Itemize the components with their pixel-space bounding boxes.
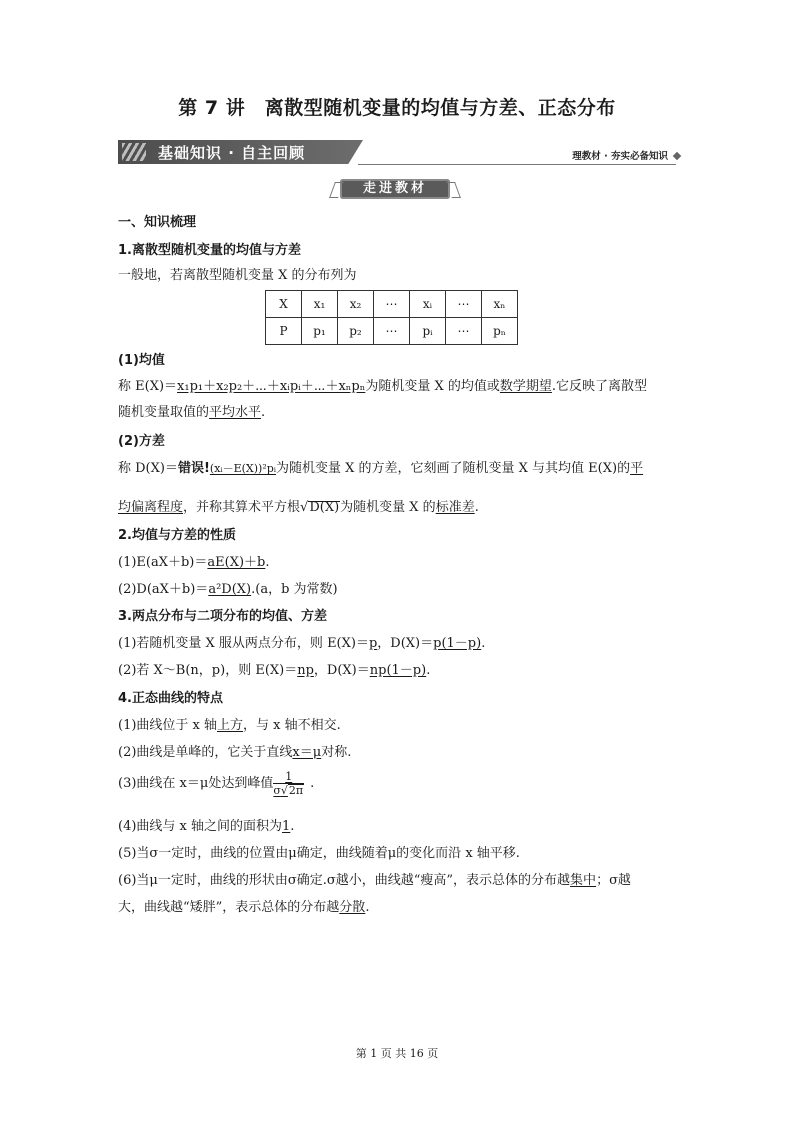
sec4-item-6 [118, 869, 631, 888]
sec3-p1-pre: (1)若随机变量 X 服从两点分布，则 E(X)＝ [118, 636, 369, 651]
page-title: 第 7 讲 离散型随机变量的均值与方差、正态分布 [178, 97, 616, 119]
var-line2-post: . [474, 500, 479, 515]
sec2-heading: 2.均值与方差的性质 [118, 528, 236, 543]
sec4-p1-answer: 上方 [217, 718, 244, 733]
sec2-p2-post: .(a，b 为常数) [251, 582, 338, 597]
sec4-item-1 [118, 714, 341, 733]
sec3-item-2 [118, 659, 430, 678]
sec4-p6-post: . [365, 900, 370, 915]
sec4-p4-post: . [290, 819, 295, 834]
sec4-p6-line2-pre: 大，曲线越“矮胖”，表示总体的分布越 [118, 900, 340, 915]
var-sqrt: D(X) [309, 500, 340, 515]
table-cell: p₁ [302, 318, 338, 345]
sec4-p3-post: . [310, 776, 315, 791]
mean-heading: (1)均值 [118, 353, 165, 368]
sec4-p4-pre: (4)曲线与 x 轴之间的面积为 [118, 819, 283, 834]
table-row [266, 291, 518, 318]
sec4-p6-answer-2: 分散 [339, 900, 366, 915]
var-term-a: 平 [630, 461, 644, 476]
sqrt-icon: √ [280, 784, 288, 797]
sec2-property-1 [118, 551, 270, 570]
sec4-heading: 4.正态曲线的特点 [118, 691, 223, 706]
fraction-denominator [273, 784, 304, 797]
fraction-numerator: 1 [273, 770, 304, 784]
table-cell: x₁ [302, 291, 338, 318]
table-cell: ⋯ [374, 291, 410, 318]
var-line2-mid2: 为随机变量 X 的 [340, 500, 436, 515]
banner-subtitle: 理教材 · 夯实必备知识 [572, 151, 668, 162]
mean-definition [118, 375, 647, 394]
distribution-table [265, 290, 518, 345]
mean-line2-pre: 随机变量取值的 [118, 405, 210, 420]
sec4-item-3 [118, 770, 314, 797]
sec4-p4-answer: 1 [282, 819, 291, 834]
sqrt-icon: √ [300, 500, 309, 515]
var-term-b: 均偏离程度 [118, 500, 184, 515]
mean-pre: 称 E(X)＝ [118, 379, 178, 394]
sec4-item-4 [118, 815, 294, 834]
table-cell: p₂ [338, 318, 374, 345]
var-formula: (xᵢ－E(X))²pᵢ [209, 462, 277, 475]
mean-term: 数学期望 [499, 379, 552, 394]
sec2-p2-answer: a²D(X) [208, 582, 252, 597]
banner-stripes-decoration [122, 143, 146, 161]
table-cell: ⋯ [374, 318, 410, 345]
mean-post: .它反映了离散型 [551, 379, 648, 394]
sec3-p2-d: np(1－p) [369, 663, 427, 678]
var-std: 标准差 [435, 500, 475, 515]
diamond-icon [673, 152, 681, 160]
table-cell: ⋯ [446, 318, 482, 345]
sec4-p1-pre: (1)曲线位于 x 轴 [118, 718, 218, 733]
sec4-p1-post: ，与 x 轴不相交. [243, 718, 341, 733]
variance-heading: (2)方差 [118, 434, 165, 449]
sec4-p2-answer: x＝μ [292, 745, 322, 760]
sec3-heading: 3.两点分布与二项分布的均值、方差 [118, 609, 327, 624]
sec4-p6-pre: (6)当μ一定时，曲线的形状由σ确定.σ越小，曲线越“瘦高”，表示总体的分布越 [118, 873, 571, 888]
sec3-p2-mid: ，D(X)＝ [313, 663, 370, 678]
var-mid: 为随机变量 X 的方差，它刻画了随机变量 X 与其均值 E(X)的 [276, 461, 631, 476]
sec3-p1-mid: ，D(X)＝ [377, 636, 434, 651]
table-cell: P [266, 318, 302, 345]
sec4-item-2 [118, 741, 351, 760]
sec3-p1-post: . [481, 636, 486, 651]
sec4-p2-post: 对称. [321, 745, 352, 760]
mean-line2-post: . [261, 405, 266, 420]
table-cell: xₙ [482, 291, 518, 318]
sec3-p2-e: np [297, 663, 314, 678]
section-tag: 走进教材 [340, 179, 450, 199]
sec4-p2-pre: (2)曲线是单峰的，它关于直线 [118, 745, 293, 760]
sec1-heading: 1.离散型随机变量的均值与方差 [118, 243, 301, 258]
sec3-p2-post: . [426, 663, 431, 678]
sec2-p1-answer: aE(X)＋b [207, 555, 266, 570]
var-line2-mid: ，并称其算术平方根 [183, 500, 301, 515]
variance-definition [118, 457, 643, 476]
sec3-item-1 [118, 632, 485, 651]
sec3-p2-pre: (2)若 X～B(n，p)，则 E(X)＝ [118, 663, 298, 678]
mean-definition-line2 [118, 401, 265, 420]
section-banner [118, 140, 680, 166]
sqrt-2pi: 2π [288, 784, 304, 797]
sec3-p1-d: p(1－p) [433, 636, 482, 651]
mean-level: 平均水平 [209, 405, 262, 420]
table-cell: xᵢ [410, 291, 446, 318]
table-cell: X [266, 291, 302, 318]
var-pre: 称 D(X)＝ [118, 461, 178, 476]
table-cell: pₙ [482, 318, 518, 345]
heading-knowledge: 一、知识梳理 [118, 215, 197, 230]
sec2-property-2 [118, 578, 338, 597]
sec2-p2-pre: (2)D(aX＋b)＝ [118, 582, 209, 597]
mean-mid: 为随机变量 X 的均值或 [365, 379, 500, 394]
var-error: 错误! [177, 461, 210, 476]
page-footer: 第 1 页 共 16 页 [355, 1047, 439, 1060]
sec4-p3-pre: (3)曲线在 x＝μ处达到峰值 [118, 776, 274, 791]
sec2-p1-post: . [265, 555, 270, 570]
table-cell: x₂ [338, 291, 374, 318]
sec3-p1-e: p [368, 636, 378, 651]
sec4-item-5: (5)当σ一定时，曲线的位置由μ确定，曲线随着μ的变化而沿 x 轴平移. [118, 846, 520, 861]
table-cell: ⋯ [446, 291, 482, 318]
sec4-p6-answer-1: 集中 [570, 873, 597, 888]
table-row [266, 318, 518, 345]
banner-title: 基础知识 · 自主回顾 [158, 144, 306, 162]
banner-rule [358, 164, 676, 165]
mean-formula: x₁p₁＋x₂p₂＋⋯＋xᵢpᵢ＋⋯＋xₙpₙ [177, 379, 366, 394]
variance-definition-line2 [118, 496, 479, 515]
sec2-p1-pre: (1)E(aX＋b)＝ [118, 555, 208, 570]
sec1-intro: 一般地，若离散型随机变量 X 的分布列为 [118, 268, 357, 283]
peak-value-fraction [273, 770, 304, 797]
sigma-symbol: σ [273, 784, 281, 797]
table-cell: pᵢ [410, 318, 446, 345]
sec4-p6-mid: ；σ越 [596, 873, 631, 888]
sec4-item-6-line2 [118, 896, 369, 915]
